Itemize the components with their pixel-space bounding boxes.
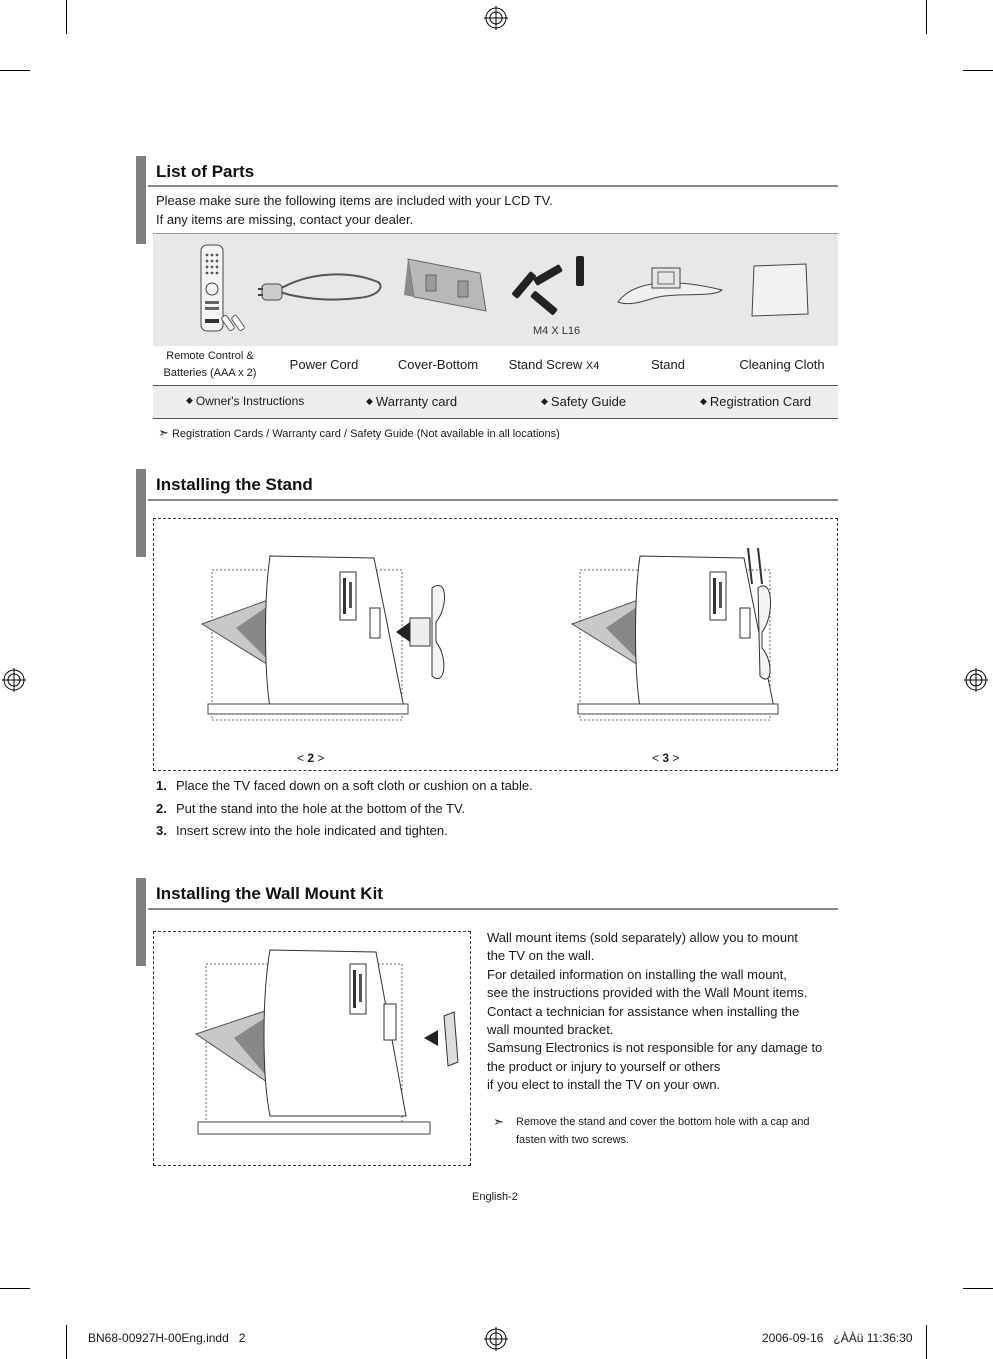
section-title: Installing the Stand: [156, 475, 313, 494]
figure-label-3: < 3 >: [652, 751, 680, 765]
registration-mark-icon: [2, 668, 26, 692]
section-title: Installing the Wall Mount Kit: [156, 884, 383, 903]
remote-control-icon: [195, 243, 255, 335]
stand-icon: [614, 262, 726, 312]
figure-label-2: < 2 >: [297, 751, 325, 765]
part-label-stand: Stand: [651, 357, 685, 372]
step-item: 1. Place the TV faced down on a soft cloth or cushion on a table.: [156, 778, 533, 793]
part-label-cleaning-cloth: Cleaning Cloth: [739, 357, 825, 372]
slug-timestamp: 2006-09-16 ¿ÀÀü 11:36:30: [762, 1331, 913, 1345]
registration-mark-icon: [484, 1327, 508, 1351]
wall-mount-note: ➣ Remove the stand and cover the bottom hole with a cap and fasten with two screws.: [493, 1114, 810, 1146]
parts-images-band: [153, 233, 838, 346]
crop-mark: [963, 1288, 993, 1289]
part-label-power-cord: Power Cord: [289, 357, 359, 372]
stand-screw-icon: [510, 252, 594, 322]
crop-mark: [926, 0, 927, 34]
stand-install-figure-3: [568, 548, 808, 748]
doc-safety-guide: ◆ Safety Guide: [541, 394, 627, 409]
section-rule: [148, 908, 838, 910]
section-marker: [136, 156, 148, 244]
registration-mark-icon: [964, 668, 988, 692]
doc-warranty-card: ◆ Warranty card: [366, 394, 458, 409]
note-arrow-icon: ➣: [158, 425, 169, 440]
step-item: 2. Put the stand into the hole at the bottom of the TV.: [156, 801, 466, 816]
crop-mark: [66, 1325, 67, 1359]
screw-spec-label: M4 X L16: [533, 325, 581, 337]
intro-text: Please make sure the following items are included with your LCD TV.: [156, 193, 553, 208]
crop-mark: [66, 0, 67, 34]
intro-text: If any items are missing, contact your dealer.: [156, 212, 414, 227]
note-arrow-icon: ➣: [493, 1114, 504, 1129]
section-title: List of Parts: [156, 162, 255, 181]
cover-bottom-icon: [400, 255, 490, 315]
crop-mark: [0, 1288, 30, 1289]
part-label-remote: Remote Control & Batteries (AAA x 2): [163, 350, 257, 379]
power-cord-icon: [258, 268, 386, 314]
section-marker: [136, 469, 148, 557]
part-label-cover-bottom: Cover-Bottom: [397, 357, 479, 372]
crop-mark: [926, 1325, 927, 1359]
section-rule: [148, 499, 838, 501]
section-rule: [148, 185, 838, 187]
crop-mark: [963, 70, 993, 71]
slug-file-name: BN68-00927H-00Eng.indd 2: [88, 1331, 246, 1345]
doc-owners-instructions: ◆ Owner's Instructions: [186, 394, 305, 408]
registration-mark-icon: [484, 6, 508, 30]
crop-mark: [0, 70, 30, 71]
section-marker: [136, 878, 148, 966]
wall-mount-description: Wall mount items (sold separately) allow you to mount the TV on the wall. For detailed information on installing the wall mount, see the instructions provided with the Wall Mount items. Contact a technician for assistance when installing the wall mounted bracket. Samsung Electronics is not responsible for any damage to the product or injury to yourself or others if you elect to install the TV on your own.: [487, 930, 823, 1093]
step-item: 3. Insert screw into the hole indicated and tighten.: [156, 823, 448, 838]
wall-mount-figure: [192, 946, 468, 1156]
cleaning-cloth-icon: [748, 262, 812, 318]
stand-install-figure-2: [196, 548, 476, 748]
parts-note: ➣ Registration Cards / Warranty card / Safety Guide (Not available in all locations): [158, 425, 560, 440]
doc-registration-card: ◆ Registration Card: [700, 394, 812, 409]
page-number: English-2: [472, 1191, 518, 1203]
part-label-stand-screw: Stand Screw X4: [508, 357, 600, 372]
